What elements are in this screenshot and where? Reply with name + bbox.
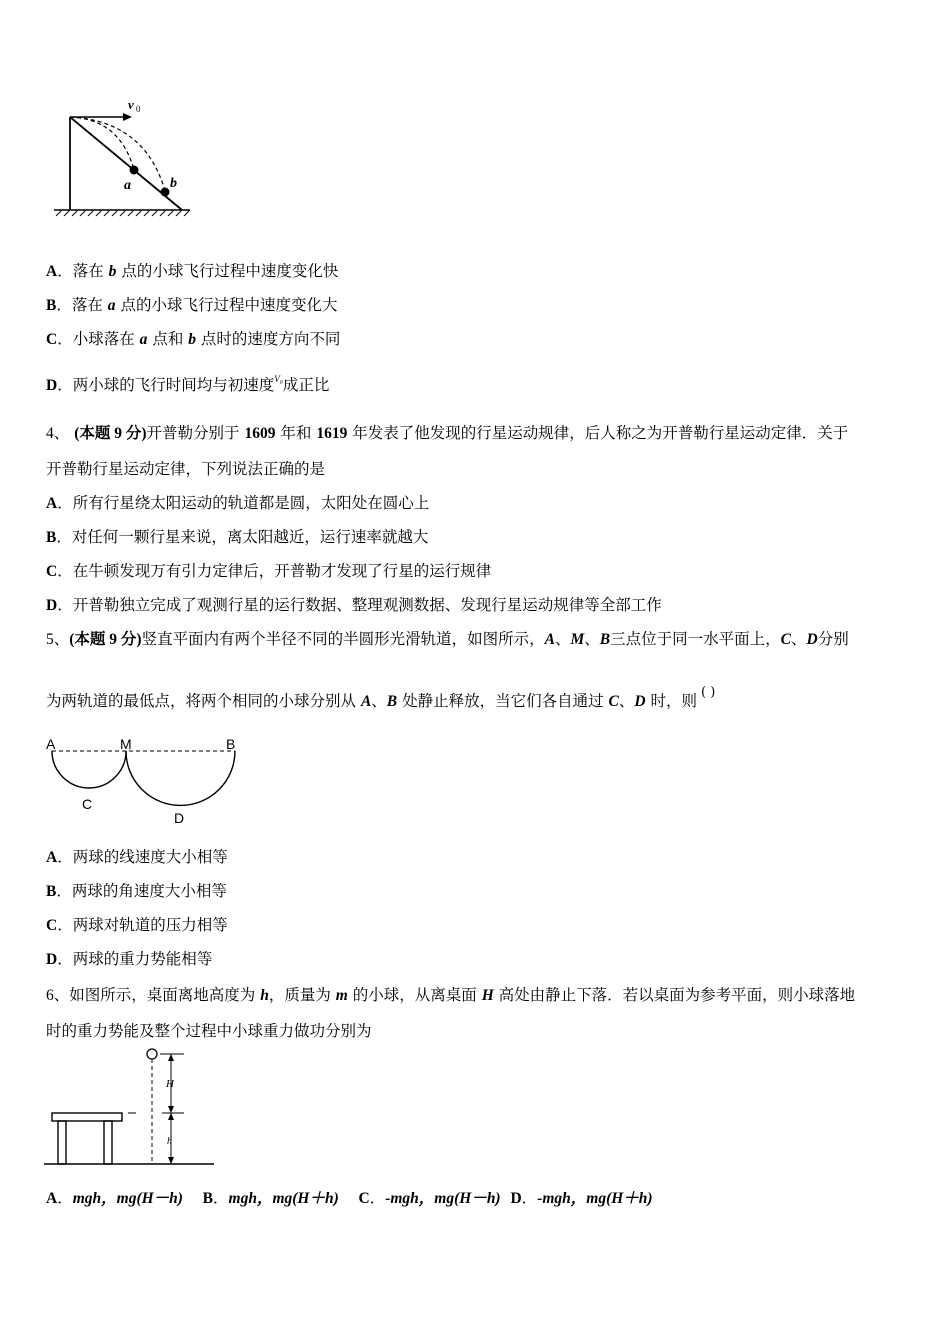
label-h: h bbox=[167, 1136, 172, 1147]
ball-icon bbox=[147, 1049, 157, 1059]
point-d-label: D bbox=[174, 810, 185, 826]
semicircle-tracks-figure bbox=[40, 733, 250, 828]
q6-stem-line1: 6、如图所示，桌面离地高度为 h，质量为 m 的小球，从离桌面 H 高处由静止下落．若以桌面为参考平面，则小球落地 bbox=[46, 986, 856, 1004]
q4-stem-line2: 开普勒行星运动定律，下列说法正确的是 bbox=[46, 460, 326, 478]
q6-option-d: D．-mgh，mg(H＋h) bbox=[510, 1189, 653, 1207]
q3-option-d: D．两小球的飞行时间均与初速度$^{V_0}$成正比 bbox=[46, 374, 330, 394]
q4-option-c: C．在牛顿发现万有引力定律后，开普勒才发现了行星的运行规律 bbox=[46, 562, 492, 580]
q5-option-b: B．两球的角速度大小相等 bbox=[46, 882, 227, 900]
incline-projectile-figure bbox=[50, 95, 200, 225]
ball-a-icon bbox=[130, 166, 139, 175]
q5-stem-line2: 为两轨道的最低点，将两个相同的小球分别从 A、B 处静止释放，当它们各自通过 C、D 时，则 ( ) bbox=[46, 685, 716, 710]
label-b: b bbox=[170, 176, 177, 191]
label-a: a bbox=[124, 178, 131, 193]
point-b-label: B bbox=[226, 736, 236, 752]
svg-text:0: 0 bbox=[136, 104, 141, 114]
label-H: H bbox=[166, 1078, 174, 1090]
q5-option-d: D．两球的重力势能相等 bbox=[46, 950, 213, 968]
q4-option-b: B．对任何一颗行星来说，离太阳越近，运行速率就越大 bbox=[46, 528, 429, 546]
q5-option-a: A．两球的线速度大小相等 bbox=[46, 848, 228, 866]
q4-stem-line1: 4、 (本题 9 分)开普勒分别于 1609 年和 1619 年发表了他发现的行星运动规律，后人称之为开普勒行星运动定律．关于 bbox=[46, 424, 849, 442]
q3-option-a: A．落在 b 点的小球飞行过程中速度变化快 bbox=[46, 262, 339, 280]
table-ball-figure bbox=[44, 1046, 216, 1168]
q6-stem-line2: 时的重力势能及整个过程中小球重力做功分别为 bbox=[46, 1022, 372, 1040]
q6-option-c: C．-mgh，mg(H－h) bbox=[358, 1189, 501, 1207]
q3-option-b: B．落在 a 点的小球飞行过程中速度变化大 bbox=[46, 296, 338, 314]
q6-option-b: B．mgh，mg(H＋h) bbox=[202, 1189, 339, 1207]
q3-option-c: C．小球落在 a 点和 b 点时的速度方向不同 bbox=[46, 330, 341, 348]
point-c-label: C bbox=[82, 796, 93, 812]
q5-option-c: C．两球对轨道的压力相等 bbox=[46, 916, 228, 934]
ball-b-icon bbox=[161, 188, 170, 197]
point-m-label: M bbox=[120, 736, 132, 752]
q4-option-a: A．所有行星绕太阳运动的轨道都是圆，太阳处在圆心上 bbox=[46, 494, 430, 512]
q5-stem-line1: 5、(本题 9 分)竖直平面内有两个半径不同的半圆形光滑轨道，如图所示，A、M、B三点位于同一水平面上，C、D分别 bbox=[46, 630, 849, 648]
q6-options bbox=[46, 1188, 653, 1209]
point-a-label: A bbox=[46, 736, 56, 752]
q4-option-d: D．开普勒独立完成了观测行星的运行数据、整理观测数据、发现行星运动规律等全部工作 bbox=[46, 596, 662, 614]
v0-label: v bbox=[128, 97, 134, 112]
q6-option-a: A．mgh，mg(H－h) bbox=[46, 1189, 183, 1207]
